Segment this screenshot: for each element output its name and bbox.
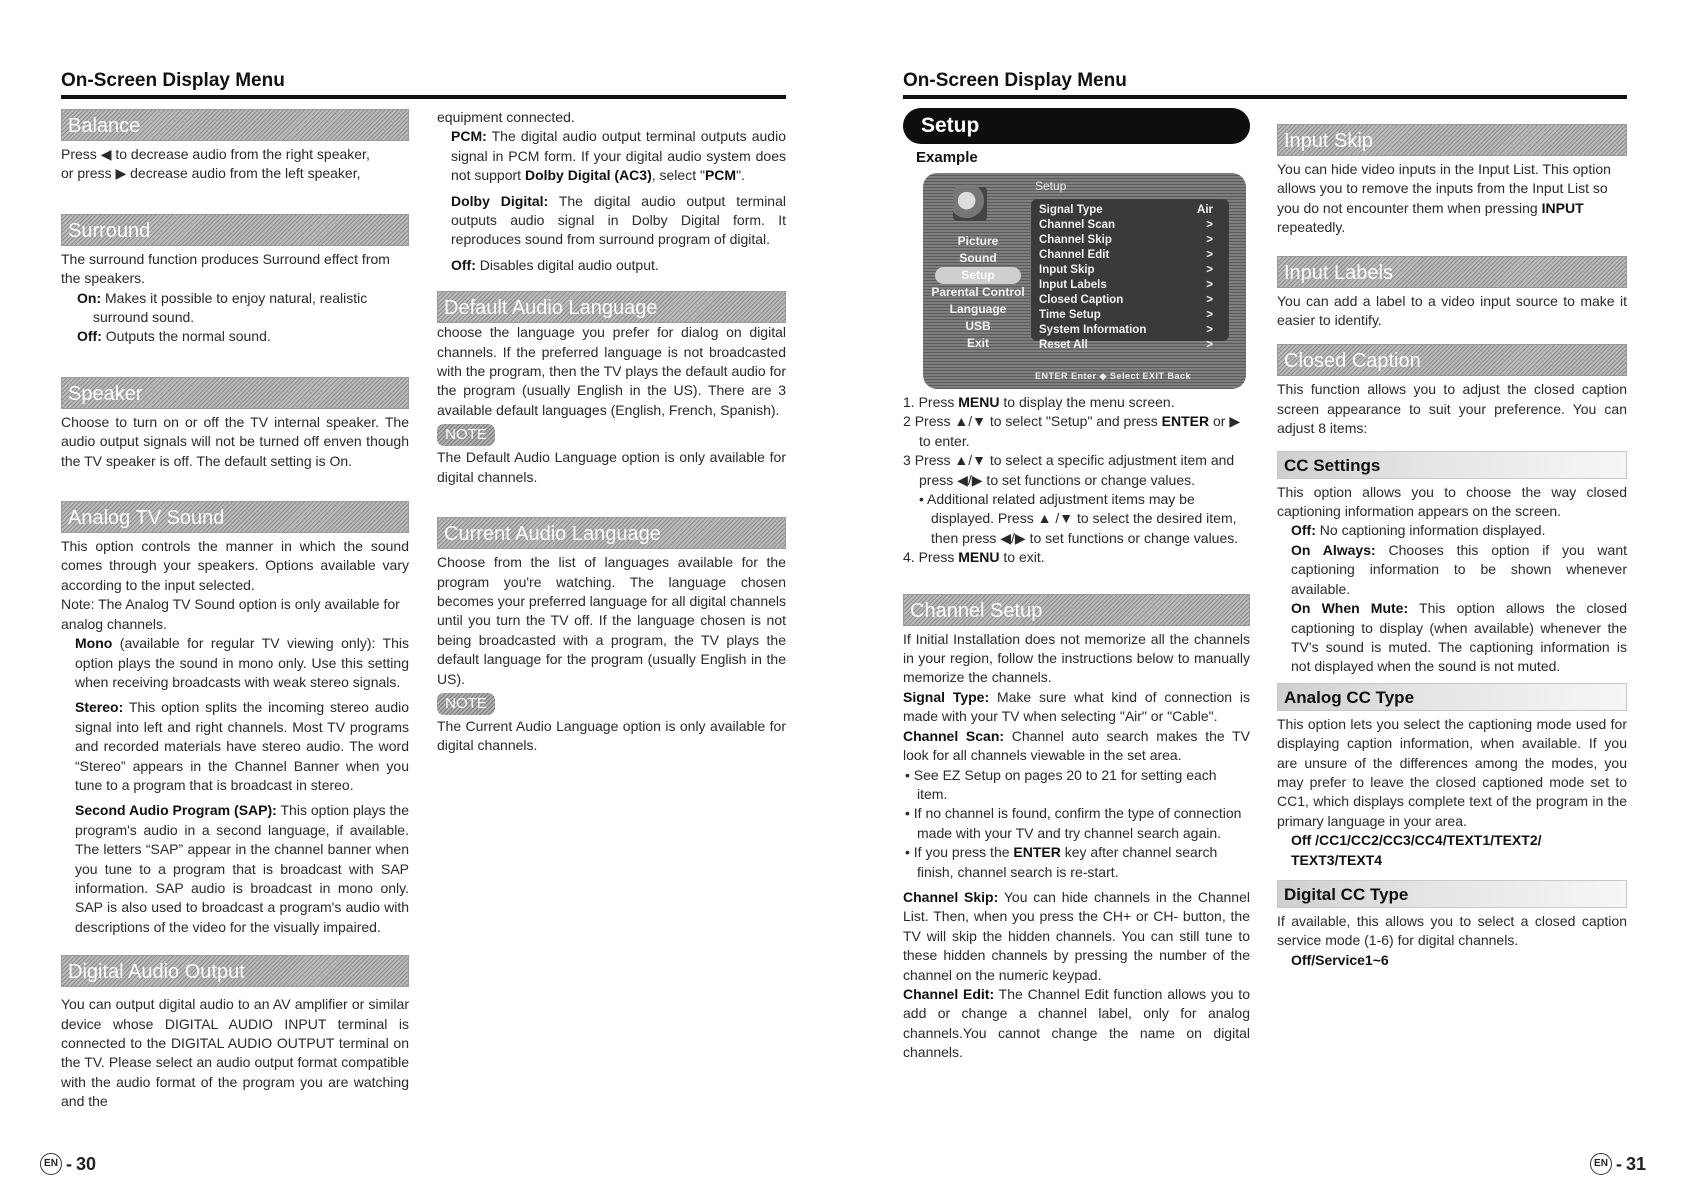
section-heading-balance: Balance <box>61 109 409 141</box>
dolby-text: Dolby Digital: The digital audio output terminal outputs audio signal in Dolby Digital form. It reproduces sound from surround program of digital. <box>451 192 786 248</box>
subheading-analog-cc-type: Analog CC Type <box>1277 683 1627 711</box>
section-heading-channel-setup: Channel Setup <box>903 594 1250 626</box>
osd-menu-item: Picture <box>957 234 999 248</box>
setup-step-3: 3 Press ▲/▼ to select a specific adjustment item and press ◀/▶ to set functions or change values. <box>903 452 1235 488</box>
osd-submenu-item: Time Setup > <box>1039 309 1213 321</box>
osd-submenu-item: Closed Caption > <box>1039 294 1213 306</box>
cc-always-text: On Always: Chooses this option if you want captioning information to be shown whenever available. <box>1291 541 1628 597</box>
page-number-right: EN - 31 <box>1590 1153 1646 1175</box>
left-column-1 <box>61 109 409 1112</box>
setup-step-3-bullet: • Additional related adjustment items may be displayed. Press ▲ /▼ to select the desired item, then press ◀/▶ to set functions or change values. <box>919 491 1239 546</box>
right-column-1-body <box>903 393 1250 1063</box>
osd-title: Setup <box>1035 179 1067 193</box>
example-label: Example <box>916 149 978 166</box>
channel-scan-bullet: • If you press the ENTER key after channel search finish, channel search is re-start. <box>905 844 1218 880</box>
osd-menu-item: Parental Control <box>931 285 1025 299</box>
section-heading-input-labels: Input Labels <box>1277 256 1627 288</box>
section-heading-default-audio-language: Default Audio Language <box>437 291 786 323</box>
analog-tv-sound-text: This option controls the manner in which the sound comes through your speakers. Options available vary according to the input selected. <box>61 538 409 593</box>
setup-step-4: 4. Press MENU to exit. <box>903 549 1045 566</box>
digital-audio-output-text: You can output digital audio to an AV amplifier or similar device whose DIGITAL AUDIO INPUT terminal is connected to the DIGITAL AUDIO OUTPUT terminal on the TV. Please select an audio output format compatible with the audio format of the program you are watching and the <box>61 996 409 1110</box>
setup-step-1: 1. Press MENU to display the menu screen. <box>903 394 1175 410</box>
section-heading-digital-audio-output: Digital Audio Output <box>61 955 409 987</box>
channel-scan-bullet: • See EZ Setup on pages 20 to 21 for setting each item. <box>905 766 1217 802</box>
page-title-right: On-Screen Display Menu <box>903 70 1127 91</box>
page-title-left: On-Screen Display Menu <box>61 70 285 91</box>
digital-cc-type-options: Off/Service1~6 <box>1291 951 1389 968</box>
en-language-icon: EN <box>40 1153 62 1175</box>
subheading-digital-cc-type: Digital CC Type <box>1277 880 1627 908</box>
osd-menu-item: Sound <box>959 251 997 265</box>
osd-submenu-item: Input Skip > <box>1039 264 1213 276</box>
right-column-2 <box>1277 124 1627 970</box>
input-skip-text: You can hide video inputs in the Input List. This option allows you to remove the inputs from the Input List so you do not encounter them when pressing INPUT repeatedly. <box>1277 161 1611 236</box>
osd-submenu-item: Channel Scan > <box>1039 219 1213 231</box>
section-heading-speaker: Speaker <box>61 377 409 409</box>
digital-audio-output-text-cont: equipment connected. <box>437 109 575 125</box>
title-rule-right <box>903 95 1627 99</box>
cc-off-text: Off: No captioning information displayed. <box>1291 522 1546 539</box>
channel-skip-text: Channel Skip: You can hide channels in the Channel List. Then, when you press the CH+ or CH- button, the TV will skip the hidden channels. You can still tune to these hidden channels by pressing the number of the channel on the numeric keypad. <box>903 888 1250 983</box>
surround-text: The surround function produces Surround effect from the speakers. <box>61 250 390 287</box>
osd-submenu <box>1031 199 1229 351</box>
signal-type-text: Signal Type: Make sure what kind of connection is made with your TV when selecting "Air" or "Cable". <box>903 688 1250 725</box>
channel-edit-text: Channel Edit: The Channel Edit function allows you to add or change a channel label, only for analog channels.You cannot change the name on digital channels. <box>903 985 1250 1061</box>
default-audio-language-text: choose the language you prefer for dialog on digital channels. If the preferred language is not broadcasted with the program, then the TV plays the default audio for the program (usually English in the US). There are 3 available default languages (English, French, Spanish). <box>437 324 786 418</box>
balance-text: Press ◀ to decrease audio from the right speaker, or press ▶ decrease audio from the left speaker, <box>61 146 370 182</box>
note-badge: NOTE <box>437 693 495 715</box>
osd-submenu-item: Signal Type Air <box>1039 204 1213 216</box>
analog-cc-type-options: Off /CC1/CC2/CC3/CC4/TEXT1/TEXT2/ TEXT3/TEXT4 <box>1291 832 1542 868</box>
section-heading-analog-tv-sound: Analog TV Sound <box>61 501 409 533</box>
tv-menu-icon <box>953 187 987 221</box>
osd-submenu-item: System Information > <box>1039 324 1213 336</box>
subheading-cc-settings: CC Settings <box>1277 451 1627 479</box>
analog-cc-type-text: This option lets you select the captioning mode used for displaying caption information, when available. If you are unsure of the differences among the modes, you may prefer to leave the closed captioned mode set to CC1, which displays complete text of the program in the primary language in your area. <box>1277 715 1627 829</box>
channel-scan-text: Channel Scan: Channel auto search makes the TV look for all channels viewable in the set area. <box>903 727 1251 764</box>
osd-menu-item: USB <box>965 319 991 333</box>
default-audio-language-note: The Default Audio Language option is only available for digital channels. <box>437 449 786 485</box>
section-heading-closed-caption: Closed Caption <box>1277 344 1627 376</box>
left-column-2 <box>437 108 786 756</box>
cc-settings-text: This option allows you to choose the way closed captioning information appears on the screen. <box>1277 483 1627 520</box>
stereo-text: Stereo: This option splits the incoming stereo audio signal into left and right channels. Most TV programs and recorded materials have stereo audio. The word “Stereo” appears in the Channel Banner when you tune to a program that is broadcast in stereo. <box>75 699 410 793</box>
left-arrow-icon: ◀ <box>100 146 112 162</box>
osd-main-menu <box>923 233 1033 352</box>
surround-off: Off: Outputs the normal sound. <box>77 328 271 345</box>
osd-submenu-item: Reset All > <box>1039 339 1213 351</box>
osd-submenu-item: Channel Skip > <box>1039 234 1213 246</box>
surround-on: On: Makes it possible to enjoy natural, realistic surround sound. <box>77 289 368 326</box>
osd-submenu-item: Channel Edit > <box>1039 249 1213 261</box>
speaker-text: Choose to turn on or off the TV internal speaker. The audio output signals will not be turned off enven though the TV speaker is off. The default setting is On. <box>61 413 409 469</box>
osd-menu-item-selected: Setup <box>935 267 1021 284</box>
setup-step-2: 2 Press ▲/▼ to select "Setup" and press ENTER or ▶ to enter. <box>903 413 1241 449</box>
page-number-left: EN - 30 <box>40 1153 96 1175</box>
osd-menu-item: Language <box>949 302 1007 316</box>
digital-cc-type-text: If available, this allows you to select a closed caption service mode (1-6) for digital channels. <box>1277 912 1627 949</box>
dao-off-text: Off: Disables digital audio output. <box>451 256 659 273</box>
channel-setup-text: If Initial Installation does not memorize all the channels in your region, follow the instructions below to manually memorize the channels. <box>903 630 1250 686</box>
sap-text: Second Audio Program (SAP): This option plays the program's audio in a second language, if available. The letters “SAP” appear in the channel banner when you tune to a program that is broadcast with SAP information. SAP audio is broadcast in mono only. SAP is also used to broadcast a program's audio with descriptions of the video for the visually impaired. <box>75 802 410 935</box>
section-heading-setup: Setup <box>903 108 1250 144</box>
input-labels-text: You can add a label to a video input source to make it easier to identify. <box>1277 292 1627 329</box>
current-audio-language-text: Choose from the list of languages available for the program you're watching. The language chosen becomes your preferred language for all digital channels until you turn the TV off. If the language chosen is not being broadcasted with a program, the TV plays the default language for the program (usually English in the US). <box>437 554 786 687</box>
current-audio-language-note: The Current Audio Language option is only available for digital channels. <box>437 717 786 754</box>
cc-mute-text: On When Mute: This option allows the closed captioning to display (when available) whenever the TV's sound is muted. The captioning information is not displayed when the sound is not muted. <box>1291 600 1627 675</box>
note-badge: NOTE <box>437 424 495 446</box>
osd-submenu-item: Input Labels > <box>1039 279 1213 291</box>
analog-tv-sound-note: Note: The Analog TV Sound option is only available for analog channels. <box>61 596 400 632</box>
pcm-text: PCM: The digital audio output terminal outputs audio signal in PCM form. If your digital audio system does not support Dolby Digital (AC3), select "PCM". <box>451 128 786 184</box>
section-heading-surround: Surround <box>61 214 409 246</box>
right-arrow-icon: ▶ <box>115 165 127 182</box>
osd-menu-item: Exit <box>966 336 989 350</box>
section-heading-current-audio-language: Current Audio Language <box>437 517 786 549</box>
osd-setup-screen <box>923 173 1246 389</box>
en-language-icon: EN <box>1590 1153 1612 1175</box>
right-column-1 <box>903 108 1250 167</box>
mono-text: Mono (available for regular TV viewing only): This option plays the sound in mono only. Use this setting when receiving broadcasts with weak stereo signals. <box>75 635 410 690</box>
channel-scan-bullet: • If no channel is found, confirm the type of connection made with your TV and try channel search again. <box>905 805 1242 841</box>
osd-footer-hints: ENTER Enter ◆ Select EXIT Back <box>1035 371 1191 381</box>
title-rule-left <box>61 95 786 99</box>
section-heading-input-skip: Input Skip <box>1277 124 1627 156</box>
closed-caption-text: This function allows you to adjust the closed caption screen appearance to suit your preference. You can adjust 8 items: <box>1277 381 1627 437</box>
